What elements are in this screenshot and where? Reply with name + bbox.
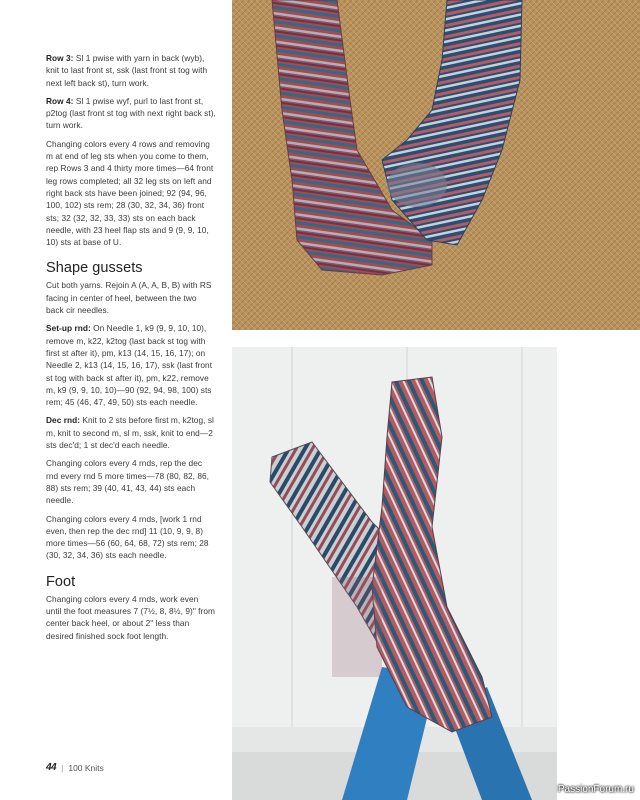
shape-gussets-intro: Cut both yarns. Rejoin A (A, A, B, B) with RS facing in center of heel, between the two back cir needles. <box>46 280 212 316</box>
row-3-instruction <box>46 52 216 89</box>
page-number: 44 <box>46 762 57 773</box>
watermark: PassionForum.ru <box>557 784 634 795</box>
footer-separator: | <box>61 762 64 773</box>
socks-on-carpet-photo <box>232 0 640 330</box>
gusset-repeat-paragraph: Changing colors every 4 rnds, rep the dec rnd every rnd 5 more times—78 (80, 82, 86, 88) sts rem; 39 (40, 41, 43, 44) sts each needle. <box>46 458 210 506</box>
setup-round-label: Set-up rnd: <box>46 323 91 334</box>
foot-heading: Foot <box>46 573 76 590</box>
gusset-even-paragraph: Changing colors every 4 rnds, [work 1 rnd even, then rep the dec rnd] 11 (10, 9, 9, 8) more times—56 (60, 64, 68, 72) sts rem; 28 (30, 32, 34, 36) sts each needle. <box>46 513 209 561</box>
setup-round-instruction <box>46 322 216 408</box>
setup-round-text: On Needle 1, k9 (9, 9, 10, 10), remove m, k22, k2tog (last back st tog with first st after it), pm, k13 (14, 15, 16, 17); on Needle 2, k13 (14, 15, 16, 17), ssk (last front st tog with back st after it), pm, k22, remove m, k9 (9, 9, 10, 10)—90 (92, 94, 98, 100) sts rem; 45 (46, 47, 49, 50) sts each needle. <box>46 323 213 408</box>
book-title: 100 Knits <box>68 762 104 773</box>
page-footer <box>46 762 104 773</box>
dec-round-instruction <box>46 414 216 451</box>
row-3-text: Sl 1 pwise with yarn in back (wyb), knit to last front st, ssk (last front st tog with next left back st), turn work. <box>46 53 208 88</box>
foot-paragraph: Changing colors every 4 rnds, work even until the foot measures 7 (7½, 8, 8½, 9)" from center back heel, or about 2" less than desired finished sock foot length. <box>46 593 215 641</box>
row-4-instruction <box>46 95 216 132</box>
row-3-label: Row 3: <box>46 53 74 63</box>
dec-round-text: Knit to 2 sts before first m, k2tog, sl m, knit to second m, sl m, ssk, knit to end—2 sts dec'd; 1 st dec'd each needle. <box>46 415 214 451</box>
pattern-text-column <box>46 52 216 648</box>
shape-gussets-heading: Shape gussets <box>46 260 143 277</box>
dec-round-label: Dec rnd: <box>46 415 81 426</box>
changing-colors-paragraph: Changing colors every 4 rows and removing m at end of leg sts when you come to them, rep Rows 3 and 4 thirty more times—64 front leg rows completed; all 32 leg sts on left and right back sts have been joined; 92 (94, 96, 100, 102) sts rem; 28 (30, 32, 34, 36) front sts; 32 (32, 32, 33, 33) sts on each back needle, with 23 heel flap sts and 9 (9, 9, 10, 10) sts at base of U. <box>46 138 214 248</box>
row-4-text: Sl 1 pwise wyf, purl to last front st, p2tog (last front st tog with next right back st), turn work. <box>46 95 216 131</box>
crossed-legs-socks-photo <box>232 347 557 800</box>
row-4-label: Row 4: <box>46 95 74 106</box>
